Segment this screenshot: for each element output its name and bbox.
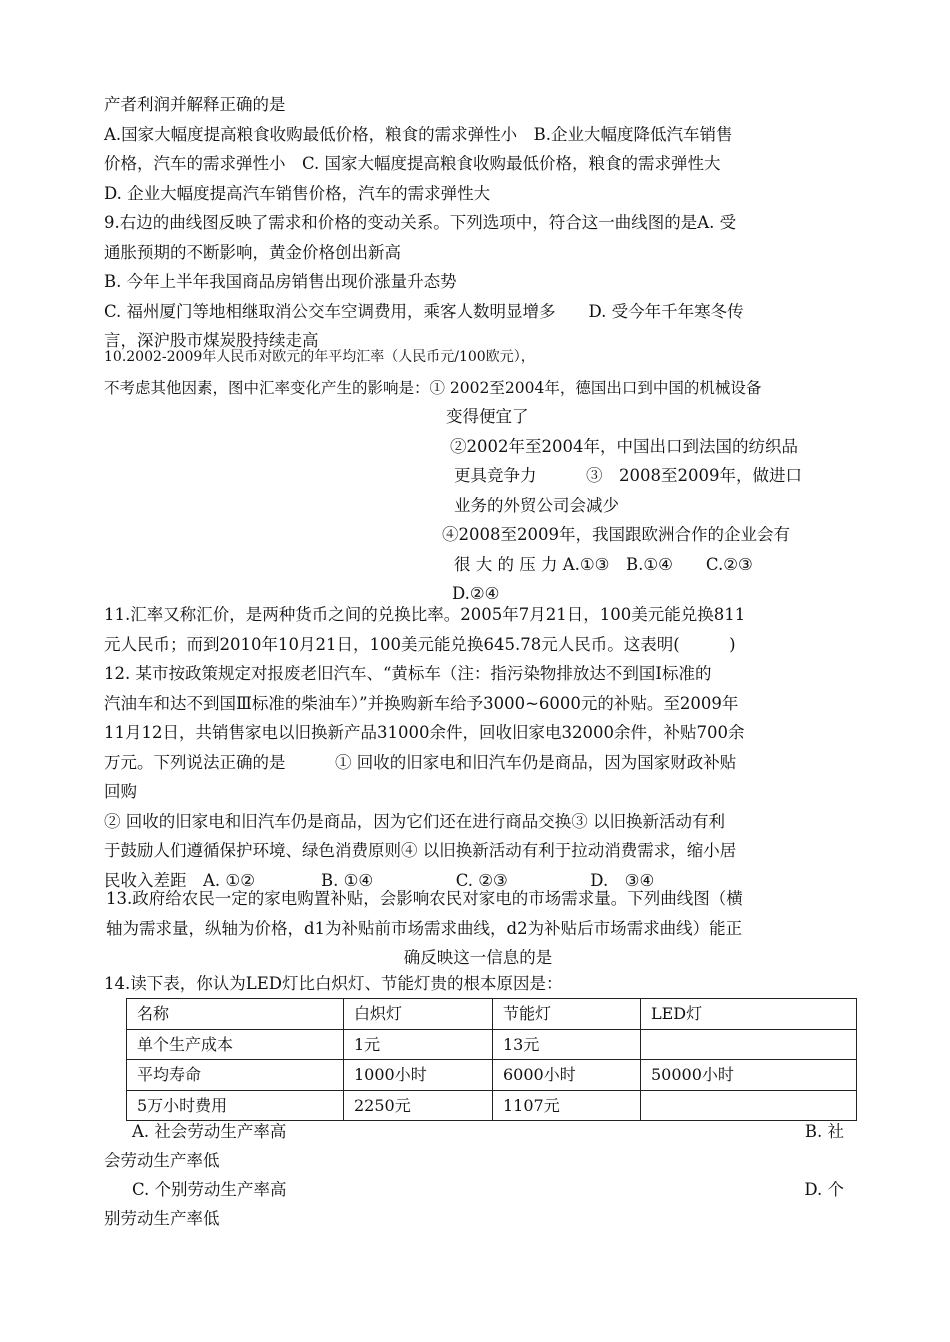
q8-line: A.国家大幅度提高粮食收购最低价格，粮食的需求弹性小 B.企业大幅度降低汽车销售 — [104, 124, 733, 144]
q14-title: 14.读下表，你认为LED灯比白炽灯、节能灯贵的根本原因是： — [104, 974, 563, 993]
q12-line: 回购 — [104, 782, 137, 801]
q12-line: ② 回收的旧家电和旧汽车仍是商品，因为它们还在进行商品交换③ 以旧换新活动有利 — [104, 811, 725, 831]
table-cell: 1000小时 — [344, 1060, 493, 1091]
q12-line: 11月12日，共销售家电以旧换新产品31000余件，回收旧家电32000余件，补贴700余 — [104, 723, 745, 742]
q9-line: B. 今年上半年我国商品房销售出现价涨量升态势 — [104, 272, 457, 291]
q12-line: 于鼓励人们遵循保护环境、绿色消费原则④ 以旧换新活动有利于拉动消费需求，缩小居 — [104, 841, 737, 860]
table-cell — [641, 1090, 857, 1121]
option-d: D. 个 — [804, 1180, 844, 1199]
option-a: A. 社会劳动生产率高 — [132, 1122, 287, 1141]
question-9 — [104, 208, 848, 356]
q13-line: 确反映这一信息的是 — [403, 948, 553, 967]
q10-line: 10.2002-2009年人民币对欧元的年平均汇率（人民币元/100欧元）， — [104, 349, 535, 365]
q10-option-line: ②2002年至2004年，中国出口到法国的纺织品 — [450, 436, 798, 456]
q9-line: 言，深沪股市煤炭股持续走高 — [104, 331, 319, 350]
q10-option-line: D.②④ — [452, 584, 500, 603]
q12-line: 万元。下列说法正确的是 ① 回收的旧家电和旧汽车仍是商品，因为国家财政补贴 — [104, 752, 737, 772]
table-cell: 6000小时 — [493, 1060, 641, 1091]
table-header-row — [127, 999, 857, 1030]
q11-line: 元人民币；而到2010年10月21日，100美元能兑换645.78元人民币。这表明( ) — [104, 634, 736, 654]
table-cell: 50000小时 — [641, 1060, 857, 1091]
table-cell — [641, 1029, 857, 1060]
q9-line: 通胀预期的不断影响，黄金价格创出新高 — [104, 242, 401, 262]
question-14-title — [104, 969, 848, 999]
question-10-options — [442, 402, 850, 609]
q11-line: 11.汇率又称汇价，是两种货币之间的兑换比率。2005年7月21日，100美元能兑换811 — [104, 605, 746, 624]
table-row — [127, 1090, 857, 1121]
q8-line: 价格，汽车的需求弹性小 C. 国家大幅度提高粮食收购最低价格，粮食的需求弹性大 — [104, 154, 721, 173]
q8-line: 产者利润并解释正确的是 — [104, 95, 286, 114]
q10-option-line: 业务的外贸公司会减少 — [454, 495, 619, 515]
option-b-continued: 会劳动生产率低 — [104, 1151, 220, 1170]
q13-line: 13.政府给农民一定的家电购置补贴，会影响农民对家电的市场需求量。下列曲线图（横 — [106, 889, 743, 908]
q12-line: 民收入差距 A. ①② B. ①④ C. ②③ D. ③④ — [104, 870, 655, 890]
table-cell: 平均寿命 — [127, 1060, 344, 1091]
table-row — [127, 1029, 857, 1060]
question-8-tail — [104, 90, 848, 208]
q10-option-line: 更具竞争力 ③ 2008至2009年，做进口 — [454, 466, 802, 485]
table-header: 名称 — [127, 999, 344, 1030]
q10-option-line: 变得便宜了 — [446, 407, 529, 426]
question-12 — [104, 659, 848, 895]
table-cell: 单个生产成本 — [127, 1029, 344, 1060]
table-cell: 1107元 — [493, 1090, 641, 1121]
q12-line: 汽油车和达不到国Ⅲ标准的柴油车）”并换购新车给予3000~6000元的补贴。至2009年 — [104, 693, 739, 713]
q10-option-line: 很 大 的 压 力 A.①③ B.①④ C.②③ — [454, 554, 753, 574]
table-cell: 2250元 — [344, 1090, 493, 1121]
question-11 — [104, 600, 848, 659]
option-d-continued: 别劳动生产率低 — [104, 1209, 220, 1228]
table-row — [127, 1060, 857, 1091]
q9-line: C. 福州厦门等地相继取消公交车空调费用，乘客人数明显增多 D. 受今年千年寒冬传 — [104, 301, 744, 321]
question-10-stem — [104, 346, 848, 368]
table-cell: 5万小时费用 — [127, 1090, 344, 1121]
table-cell: 13元 — [493, 1029, 641, 1060]
table-header: LED灯 — [641, 999, 857, 1030]
question-10-intro — [104, 374, 848, 404]
q9-line: 9.右边的曲线图反映了需求和价格的变动关系。下列选项中，符合这一曲线图的是A. 受 — [104, 213, 737, 232]
question-13 — [106, 884, 850, 973]
q8-line: D. 企业大幅度提高汽车销售价格，汽车的需求弹性大 — [104, 183, 491, 203]
table-cell: 1元 — [344, 1029, 493, 1060]
question-14-options — [104, 1117, 844, 1237]
option-b: B. 社 — [804, 1122, 844, 1141]
lamp-comparison-table — [126, 998, 857, 1121]
q12-line: 12. 某市按政策规定对报废老旧汽车、“黄标车（注：指污染物排放达不到国Ⅰ标准的 — [104, 664, 712, 683]
option-c: C. 个别劳动生产率高 — [132, 1180, 287, 1199]
q10-option-line: ④2008至2009年，我国跟欧洲合作的企业会有 — [442, 525, 790, 544]
q10-line: 不考虑其他因素，图中汇率变化产生的影响是：① 2002至2004年，德国出口到中国的机械设备 — [104, 379, 762, 397]
q13-line: 轴为需求量，纵轴为价格，d1为补贴前市场需求曲线，d2为补贴后市场需求曲线）能正 — [106, 918, 743, 938]
table-header: 白炽灯 — [344, 999, 493, 1030]
table-header: 节能灯 — [493, 999, 641, 1030]
